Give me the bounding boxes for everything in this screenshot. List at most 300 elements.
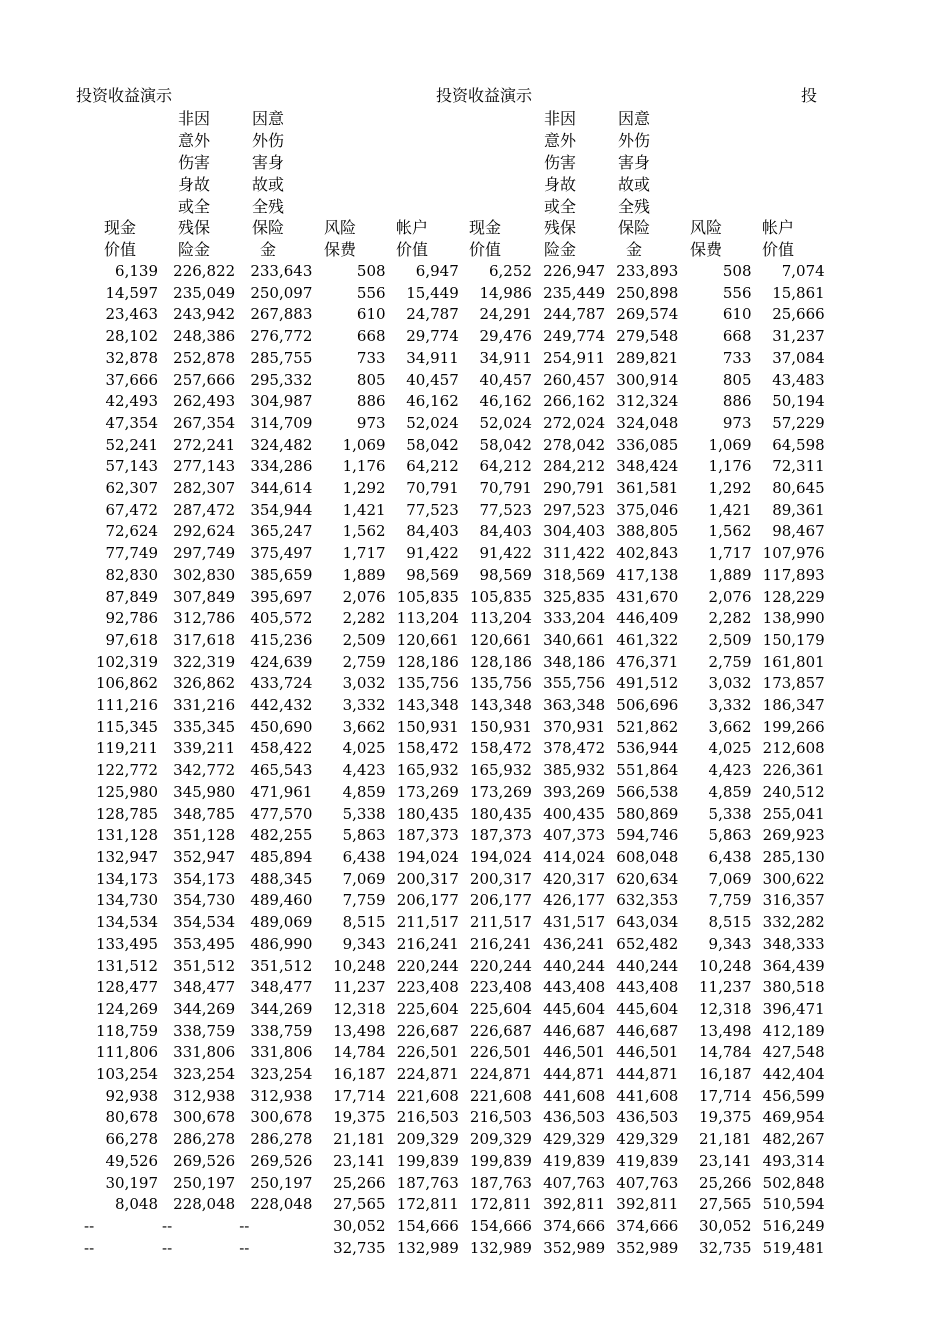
table-cell: 805 — [722, 370, 752, 389]
table-row — [80, 782, 825, 804]
table-cell: 446,687 — [616, 1021, 679, 1040]
table-cell: 2,076 — [708, 587, 752, 606]
table-cell: 508 — [722, 262, 752, 280]
table-cell: 135,756 — [396, 674, 459, 693]
table-cell: 106,862 — [95, 674, 158, 693]
table-cell: 13,498 — [699, 1021, 752, 1040]
table-cell: 489,460 — [250, 891, 313, 910]
table-cell: 111,806 — [95, 1043, 158, 1062]
table-cell: 58,042 — [479, 435, 532, 454]
table-cell: 226,361 — [762, 761, 825, 780]
column-header: 帐户 价值 — [395, 218, 428, 260]
table-cell: 375,497 — [250, 544, 313, 563]
table-cell: 5,338 — [342, 804, 386, 823]
table-cell: 610 — [722, 305, 752, 324]
table-cell: 348,333 — [762, 934, 825, 953]
table-cell: 272,024 — [543, 413, 606, 432]
table-cell: 161,801 — [762, 652, 825, 671]
table-cell: 482,255 — [250, 826, 313, 845]
table-cell: 348,424 — [616, 457, 679, 476]
table-cell: 733 — [356, 348, 386, 367]
table-cell: 119,211 — [95, 739, 158, 758]
table-cell: 446,501 — [543, 1043, 606, 1062]
table-cell: 52,241 — [105, 435, 158, 454]
table-cell: 37,084 — [772, 348, 825, 367]
table-cell: 77,523 — [479, 500, 532, 519]
table-cell: 228,048 — [173, 1195, 236, 1214]
table-cell: 40,457 — [406, 370, 459, 389]
table-cell: 442,404 — [762, 1065, 825, 1084]
table-cell: 226,947 — [543, 262, 606, 280]
table-cell: 24,787 — [406, 305, 459, 324]
table-cell: 226,822 — [173, 262, 236, 280]
title-right: 投 — [801, 86, 818, 105]
table-cell: 134,534 — [95, 913, 158, 932]
table-cell: 124,269 — [95, 999, 158, 1018]
table-cell: 419,839 — [543, 1151, 606, 1170]
table-cell: 134,730 — [95, 891, 158, 910]
table-cell: 64,212 — [406, 457, 459, 476]
table-cell: 277,143 — [173, 457, 236, 476]
table-cell: 1,421 — [342, 500, 386, 519]
table-cell: 2,282 — [342, 609, 386, 628]
table-cell: 27,565 — [333, 1195, 386, 1214]
table-cell: 243,942 — [173, 305, 236, 324]
table-cell: 365,247 — [250, 522, 313, 541]
table-cell: 556 — [722, 283, 752, 302]
table-cell: 103,254 — [95, 1065, 158, 1084]
table-cell: 25,266 — [699, 1173, 752, 1192]
table-cell: 199,266 — [762, 717, 825, 736]
table-cell: 128,229 — [762, 587, 825, 606]
table-cell: 348,186 — [543, 652, 606, 671]
table-cell: 7,759 — [342, 891, 386, 910]
table-cell: 354,534 — [173, 913, 236, 932]
column-header: 帐户 价值 — [761, 218, 794, 260]
table-cell: 342,772 — [173, 761, 236, 780]
table-cell: 405,572 — [250, 609, 313, 628]
table-cell: 886 — [722, 392, 752, 411]
table-cell: 348,785 — [173, 804, 236, 823]
table-cell: 469,954 — [762, 1108, 825, 1127]
values-table — [80, 261, 825, 1259]
table-cell: 187,373 — [469, 826, 532, 845]
table-cell: -- — [162, 1216, 173, 1235]
table-cell: 32,735 — [699, 1238, 752, 1257]
table-row — [80, 478, 825, 500]
table-cell: 257,666 — [173, 370, 236, 389]
table-cell: 374,666 — [543, 1216, 606, 1235]
table-cell: 465,543 — [250, 761, 313, 780]
table-cell: 125,980 — [95, 782, 158, 801]
table-cell: 433,724 — [250, 674, 313, 693]
table-cell: -- — [239, 1216, 250, 1235]
table-cell: 216,241 — [396, 934, 459, 953]
table-cell: 436,503 — [616, 1108, 679, 1127]
table-cell: 345,980 — [173, 782, 236, 801]
table-cell: 266,162 — [543, 392, 606, 411]
table-cell: 1,717 — [708, 544, 752, 563]
table-cell: 316,357 — [762, 891, 825, 910]
table-cell: 82,830 — [105, 565, 158, 584]
table-row — [80, 1238, 825, 1260]
table-cell: 8,515 — [708, 913, 752, 932]
table-cell: 482,267 — [762, 1130, 825, 1149]
table-cell: 98,467 — [772, 522, 825, 541]
table-cell: 385,932 — [543, 761, 606, 780]
table-cell: 16,187 — [333, 1065, 386, 1084]
table-cell: 194,024 — [396, 847, 459, 866]
table-cell: 4,859 — [342, 782, 386, 801]
table-cell: 70,791 — [406, 479, 459, 498]
table-cell: 354,944 — [250, 500, 313, 519]
table-cell: 1,562 — [342, 522, 386, 541]
table-cell: 80,678 — [105, 1108, 158, 1127]
table-cell: 402,843 — [616, 544, 679, 563]
table-row — [80, 869, 825, 891]
table-cell: 128,186 — [396, 652, 459, 671]
table-cell: 7,074 — [781, 262, 825, 280]
column-header: 非因 意外 伤害 身故 或全 残保 险金 — [177, 109, 210, 260]
table-cell: 120,661 — [396, 630, 459, 649]
table-cell: 21,181 — [699, 1130, 752, 1149]
table-cell: 519,481 — [762, 1238, 825, 1257]
table-cell: 122,772 — [95, 761, 158, 780]
table-row — [80, 543, 825, 565]
table-cell: 322,319 — [173, 652, 236, 671]
table-cell: 233,893 — [616, 262, 679, 280]
table-cell: 307,849 — [173, 587, 236, 606]
table-cell: 440,244 — [616, 956, 679, 975]
table-cell: 98,569 — [479, 565, 532, 584]
table-cell: 370,931 — [543, 717, 606, 736]
table-cell: 107,976 — [762, 544, 825, 563]
table-cell: 516,249 — [762, 1216, 825, 1235]
table-row — [80, 521, 825, 543]
table-cell: 72,624 — [105, 522, 158, 541]
column-header: 因意 外伤 害身 故或 全残 保险 金 — [617, 109, 650, 260]
table-cell: 886 — [356, 392, 386, 411]
table-cell: 290,791 — [543, 479, 606, 498]
table-cell: 276,772 — [250, 327, 313, 346]
table-cell: 92,938 — [105, 1086, 158, 1105]
table-cell: 19,375 — [699, 1108, 752, 1127]
table-cell: 154,666 — [396, 1216, 459, 1235]
table-cell: 24,291 — [479, 305, 532, 324]
table-cell: 27,565 — [699, 1195, 752, 1214]
table-cell: 150,931 — [469, 717, 532, 736]
table-row — [80, 413, 825, 435]
table-cell: 973 — [722, 413, 752, 432]
table-cell: 536,944 — [616, 739, 679, 758]
table-cell: 11,237 — [333, 978, 386, 997]
table-row — [80, 1216, 825, 1238]
table-cell: 363,348 — [543, 696, 606, 715]
table-cell: 477,570 — [250, 804, 313, 823]
table-cell: 285,130 — [762, 847, 825, 866]
table-cell: 304,987 — [250, 392, 313, 411]
table-row — [80, 695, 825, 717]
table-cell: 226,687 — [396, 1021, 459, 1040]
table-cell: 91,422 — [406, 544, 459, 563]
table-cell: 485,894 — [250, 847, 313, 866]
table-cell: -- — [84, 1238, 95, 1257]
table-cell: 180,435 — [469, 804, 532, 823]
table-row — [80, 977, 825, 999]
table-row — [80, 283, 825, 305]
table-cell: 331,216 — [173, 696, 236, 715]
table-cell: 228,048 — [250, 1195, 313, 1214]
table-cell: 506,696 — [616, 696, 679, 715]
table-cell: 70,791 — [479, 479, 532, 498]
table-cell: 317,618 — [173, 630, 236, 649]
table-cell: 407,373 — [543, 826, 606, 845]
table-cell: 132,947 — [95, 847, 158, 866]
table-cell: 42,493 — [105, 392, 158, 411]
table-cell: 335,345 — [173, 717, 236, 736]
table-cell: 566,538 — [616, 782, 679, 801]
table-cell: 132,989 — [469, 1238, 532, 1257]
table-cell: 72,311 — [772, 457, 825, 476]
table-row — [80, 348, 825, 370]
table-cell: 118,759 — [95, 1021, 158, 1040]
table-row — [80, 304, 825, 326]
table-cell: -- — [239, 1238, 250, 1257]
table-cell: 269,526 — [173, 1151, 236, 1170]
table-cell: 216,503 — [469, 1108, 532, 1127]
table-cell: 340,661 — [543, 630, 606, 649]
table-row — [80, 391, 825, 413]
table-cell: 312,938 — [173, 1086, 236, 1105]
table-cell: 355,756 — [543, 674, 606, 693]
table-cell: 2,509 — [342, 630, 386, 649]
table-cell: 199,839 — [469, 1151, 532, 1170]
table-cell: 14,597 — [105, 283, 158, 302]
table-cell: 442,432 — [250, 696, 313, 715]
table-cell: 269,526 — [250, 1151, 313, 1170]
table-cell: 436,503 — [543, 1108, 606, 1127]
table-cell: 4,025 — [708, 739, 752, 758]
table-cell: 10,248 — [699, 956, 752, 975]
table-cell: 486,990 — [250, 934, 313, 953]
table-cell: 212,608 — [762, 739, 825, 758]
table-cell: 57,229 — [772, 413, 825, 432]
table-row — [80, 456, 825, 478]
table-cell: 235,049 — [173, 283, 236, 302]
table-row — [80, 500, 825, 522]
table-cell: 105,835 — [469, 587, 532, 606]
table-row — [80, 999, 825, 1021]
table-cell: 5,338 — [708, 804, 752, 823]
table-cell: 138,990 — [762, 609, 825, 628]
table-cell: 223,408 — [396, 978, 459, 997]
table-cell: 556 — [356, 283, 386, 302]
table-cell: 3,032 — [342, 674, 386, 693]
table-cell: 300,622 — [762, 869, 825, 888]
table-cell: 173,269 — [396, 782, 459, 801]
table-cell: 15,861 — [772, 283, 825, 302]
table-cell: 223,408 — [469, 978, 532, 997]
table-cell: 80,645 — [772, 479, 825, 498]
table-cell: 415,236 — [250, 630, 313, 649]
table-cell: 143,348 — [396, 696, 459, 715]
table-row — [80, 847, 825, 869]
table-cell: 364,439 — [762, 956, 825, 975]
table-cell: 1,292 — [708, 479, 752, 498]
table-cell: 446,687 — [543, 1021, 606, 1040]
table-cell: 255,041 — [762, 804, 825, 823]
table-cell: 610 — [356, 305, 386, 324]
table-cell: 407,763 — [616, 1173, 679, 1192]
table-cell: 643,034 — [616, 913, 679, 932]
table-cell: 1,292 — [342, 479, 386, 498]
table-cell: 312,786 — [173, 609, 236, 628]
table-row — [80, 1021, 825, 1043]
table-row — [80, 717, 825, 739]
column-header: 风险 保费 — [323, 218, 356, 260]
table-cell: 324,048 — [616, 413, 679, 432]
table-cell: 240,512 — [762, 782, 825, 801]
table-cell: 2,282 — [708, 609, 752, 628]
table-cell: 199,839 — [396, 1151, 459, 1170]
table-cell: 3,032 — [708, 674, 752, 693]
table-row — [80, 804, 825, 826]
column-header: 风险 保费 — [689, 218, 722, 260]
table-cell: 267,883 — [250, 305, 313, 324]
table-cell: 226,501 — [396, 1043, 459, 1062]
table-cell: 113,204 — [469, 609, 532, 628]
table-cell: 150,931 — [396, 717, 459, 736]
table-cell: 444,871 — [543, 1065, 606, 1084]
table-cell: 244,787 — [543, 305, 606, 324]
table-cell: 424,639 — [250, 652, 313, 671]
table-cell: 113,204 — [396, 609, 459, 628]
table-cell: 132,989 — [396, 1238, 459, 1257]
table-cell: 52,024 — [479, 413, 532, 432]
title-middle: 投资收益演示 — [436, 86, 533, 105]
table-cell: 186,347 — [762, 696, 825, 715]
table-cell: 287,472 — [173, 500, 236, 519]
table-cell: 194,024 — [469, 847, 532, 866]
table-row — [80, 760, 825, 782]
table-row — [80, 370, 825, 392]
table-cell: 431,517 — [543, 913, 606, 932]
column-header: 因意 外伤 害身 故或 全残 保险 金 — [251, 109, 284, 260]
table-cell: 269,574 — [616, 305, 679, 324]
table-row — [80, 608, 825, 630]
table-cell: 325,835 — [543, 587, 606, 606]
table-cell: 300,914 — [616, 370, 679, 389]
table-cell: 443,408 — [616, 978, 679, 997]
table-cell: 220,244 — [469, 956, 532, 975]
table-cell: 64,212 — [479, 457, 532, 476]
table-cell: 25,666 — [772, 305, 825, 324]
table-cell: 286,278 — [173, 1130, 236, 1149]
table-cell: 1,562 — [708, 522, 752, 541]
table-cell: 440,244 — [543, 956, 606, 975]
table-cell: 351,128 — [173, 826, 236, 845]
table-cell: 1,069 — [708, 435, 752, 454]
table-cell: 262,493 — [173, 392, 236, 411]
table-cell: 395,697 — [250, 587, 313, 606]
table-row — [80, 435, 825, 457]
table-cell: 361,581 — [616, 479, 679, 498]
table-cell: 374,666 — [616, 1216, 679, 1235]
table-cell: 260,457 — [543, 370, 606, 389]
table-cell: 154,666 — [469, 1216, 532, 1235]
table-cell: 282,307 — [173, 479, 236, 498]
table-cell: 115,345 — [95, 717, 158, 736]
table-cell: 4,423 — [342, 761, 386, 780]
table-row — [80, 652, 825, 674]
table-cell: 17,714 — [333, 1086, 386, 1105]
table-row — [80, 738, 825, 760]
table-row — [80, 1086, 825, 1108]
table-cell: 52,024 — [406, 413, 459, 432]
table-cell: 172,811 — [469, 1195, 532, 1214]
table-cell: 344,614 — [250, 479, 313, 498]
table-row — [80, 1151, 825, 1173]
table-cell: 3,332 — [342, 696, 386, 715]
table-cell: 233,643 — [250, 262, 313, 280]
table-cell: 252,878 — [173, 348, 236, 367]
table-cell: 135,756 — [469, 674, 532, 693]
table-cell: 9,343 — [708, 934, 752, 953]
table-cell: 150,179 — [762, 630, 825, 649]
table-cell: 131,128 — [95, 826, 158, 845]
table-cell: 46,162 — [479, 392, 532, 411]
table-cell: 354,173 — [173, 869, 236, 888]
table-cell: 295,332 — [250, 370, 313, 389]
table-cell: 49,526 — [105, 1151, 158, 1170]
table-cell: 400,435 — [543, 804, 606, 823]
table-cell: 445,604 — [616, 999, 679, 1018]
table-cell: 318,569 — [543, 565, 606, 584]
table-cell: 32,735 — [333, 1238, 386, 1257]
table-cell: 420,317 — [543, 869, 606, 888]
table-cell: 12,318 — [333, 999, 386, 1018]
table-cell: 16,187 — [699, 1065, 752, 1084]
column-header: 现金 价值 — [468, 218, 501, 260]
table-cell: 297,523 — [543, 500, 606, 519]
table-row — [80, 630, 825, 652]
table-cell: 344,269 — [250, 999, 313, 1018]
table-cell: 216,241 — [469, 934, 532, 953]
table-cell: 249,774 — [543, 327, 606, 346]
table-cell: 336,085 — [616, 435, 679, 454]
table-cell: 84,403 — [479, 522, 532, 541]
table-cell: 2,759 — [342, 652, 386, 671]
table-cell: 187,763 — [469, 1173, 532, 1192]
table-cell: 200,317 — [469, 869, 532, 888]
table-cell: 173,857 — [762, 674, 825, 693]
table-cell: 64,598 — [772, 435, 825, 454]
table-cell: 226,687 — [469, 1021, 532, 1040]
table-cell: 2,759 — [708, 652, 752, 671]
table-cell: 8,048 — [115, 1195, 158, 1214]
table-cell: 333,204 — [543, 609, 606, 628]
table-cell: 286,278 — [250, 1130, 313, 1149]
table-cell: 461,322 — [616, 630, 679, 649]
table-cell: 11,237 — [699, 978, 752, 997]
table-cell: 98,569 — [406, 565, 459, 584]
table-cell: 314,709 — [250, 413, 313, 432]
table-row — [80, 825, 825, 847]
table-cell: 279,548 — [616, 327, 679, 346]
table-cell: 91,422 — [479, 544, 532, 563]
table-cell: 21,181 — [333, 1130, 386, 1149]
table-cell: 388,805 — [616, 522, 679, 541]
